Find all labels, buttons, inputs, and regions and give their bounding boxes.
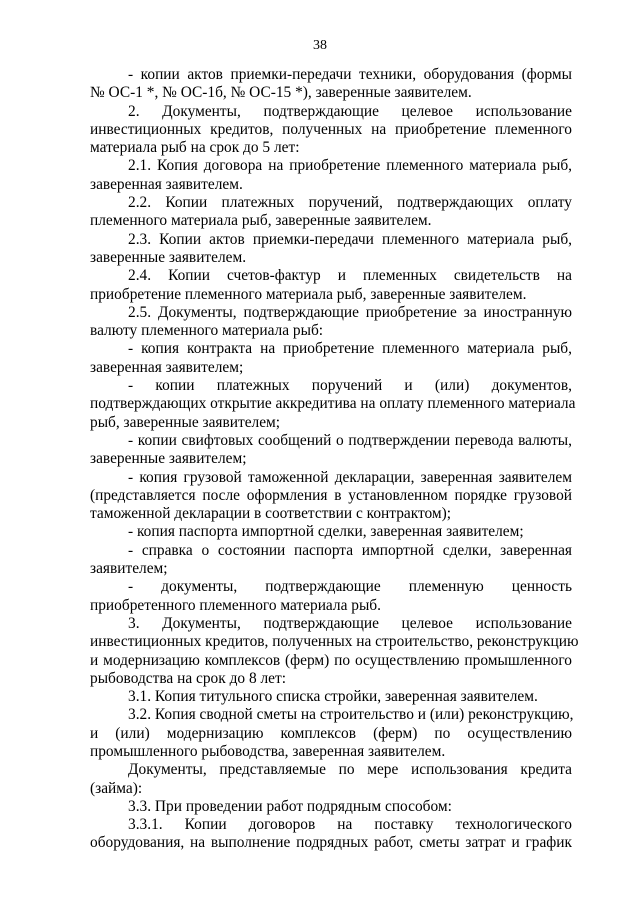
text-line: заявителем; — [90, 560, 168, 578]
text-line: 2.1. Копия договора на приобретение племенного материала рыб, — [128, 157, 572, 175]
text-line: Документы, представляемые по мере использования кредита — [128, 761, 572, 779]
text-line: - копия контракта на приобретение племенного материала рыб, — [128, 340, 572, 358]
text-line: - копия паспорта импортной сделки, заверенная заявителем; — [128, 523, 524, 541]
text-line: - копии актов приемки-передачи техники, оборудования (формы — [128, 66, 572, 83]
text-line: - копии свифтовых сообщений о подтверждении перевода валюты, — [128, 431, 572, 449]
text-line: таможенной декларации в соответствии с контрактом); — [90, 505, 452, 523]
text-line: инвестиционных кредитов, полученных на строительство, реконструкцию — [90, 633, 579, 651]
text-line: племенного материала рыб, заверенные заявителем. — [90, 212, 432, 230]
text-line: 2. Документы, подтверждающие целевое использование — [128, 102, 572, 120]
text-line: и (или) модернизацию комплексов (ферм) по осуществлению — [90, 724, 572, 742]
page-number: 38 — [313, 38, 327, 53]
text-line: материала рыб на срок до 5 лет: — [90, 139, 300, 157]
text-line: валюту племенного материала рыб: — [90, 322, 324, 340]
text-line: заверенные заявителем; — [90, 450, 247, 468]
text-line: - копия грузовой таможенной декларации, заверенная заявителем — [128, 468, 572, 486]
text-line: приобретение племенного материала рыб, заверенные заявителем. — [90, 285, 527, 303]
text-line: 3.2. Копия сводной сметы на строительство и (или) реконструкцию, — [128, 706, 574, 724]
text-line: промышленного рыбоводства, заверенная заявителем. — [90, 742, 446, 760]
text-line: 2.4. Копии счетов-фактур и племенных свидетельств на — [128, 267, 572, 285]
text-line: заверенные заявителем. — [90, 248, 247, 266]
text-line: заверенная заявителем. — [90, 175, 243, 193]
text-line: 3.3. При проведении работ подрядным способом: — [128, 797, 452, 815]
text-line: - копии платежных поручений и (или) документов, — [128, 377, 572, 395]
text-line: оборудования, на выполнение подрядных работ, сметы затрат и график — [90, 834, 572, 852]
text-line: - документы, подтверждающие племенную ценность — [128, 578, 572, 596]
text-line: (представляется после оформления в установленном порядке грузовой — [90, 486, 572, 504]
text-line: - справка о состоянии паспорта импортной сделки, заверенная — [128, 541, 572, 559]
text-line: и модернизацию комплексов (ферм) по осуществлению промышленного — [90, 651, 572, 669]
text-line: (займа): — [90, 779, 143, 797]
text-line: рыб, заверенные заявителем; — [90, 413, 281, 431]
text-line: подтверждающих открытие аккредитива на оплату племенного материала — [90, 395, 576, 413]
text-line: 2.5. Документы, подтверждающие приобретение за иностранную — [128, 303, 572, 321]
text-line: 2.3. Копии актов приемки-передачи племенного материала рыб, — [128, 230, 572, 248]
text-line: инвестиционных кредитов, полученных на приобретение племенного — [90, 120, 572, 138]
text-line: заверенная заявителем; — [90, 358, 244, 376]
text-line: 3.3.1. Копии договоров на поставку технологического — [128, 816, 572, 834]
text-line: 2.2. Копии платежных поручений, подтверждающих оплату — [128, 194, 572, 212]
text-line: рыбоводства на срок до 8 лет: — [90, 669, 286, 687]
text-line: приобретенного племенного материала рыб. — [90, 596, 381, 614]
text-line: № ОС-1 *, № ОС-1б, № ОС-15 *), заверенные заявителем. — [90, 84, 472, 102]
text-line: 3. Документы, подтверждающие целевое использование — [128, 614, 572, 632]
text-line: 3.1. Копия титульного списка стройки, заверенная заявителем. — [128, 688, 538, 706]
document-body — [90, 66, 579, 853]
